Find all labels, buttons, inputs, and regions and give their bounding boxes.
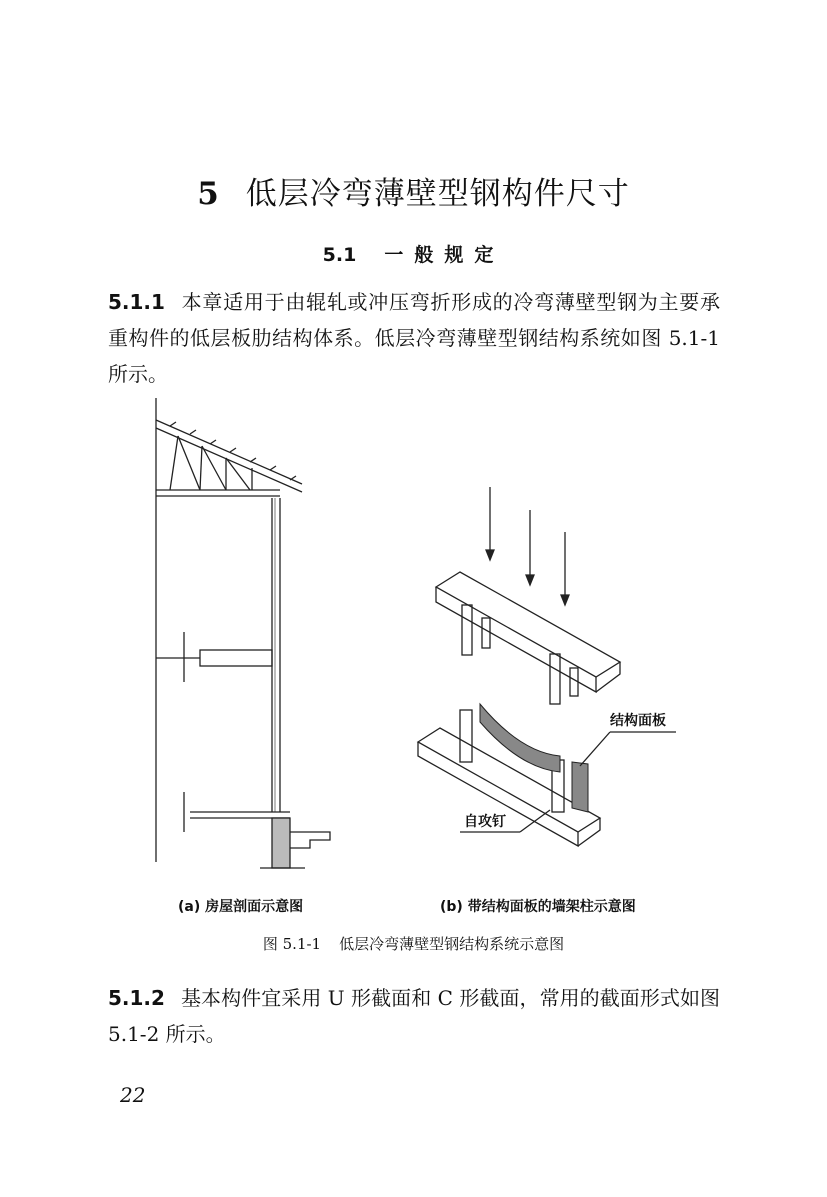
chapter-title-text: 低层冷弯薄壁型钢构件尺寸 <box>245 176 630 212</box>
clause-text: 本章适用于由辊轧或冲压弯折形成的冷弯薄壁型钢为主要承重构件的低层板肋结构体系。低层冷弯薄壁型钢结构系统如图 5.1-1 所示。 <box>108 290 720 386</box>
clause-paragraph <box>108 284 720 392</box>
house-section-drawing <box>156 398 330 868</box>
clause-text: 基本构件宜采用 U 形截面和 C 形截面，常用的截面形式如图 5.1-2 所示。 <box>108 986 720 1046</box>
chapter-title <box>0 168 827 213</box>
screw-label: 自攻钉 <box>464 814 506 830</box>
subfigure-caption-b: (b) 带结构面板的墙架柱示意图 <box>440 899 636 915</box>
clause-number: 5.1.2 <box>108 986 165 1010</box>
page-number: 22 <box>120 1083 146 1107</box>
figure-caption <box>0 933 827 954</box>
section-title <box>0 240 827 267</box>
panel-label: 结构面板 <box>610 713 666 729</box>
section-number: 5.1 <box>322 244 357 266</box>
chapter-number: 5 <box>197 176 220 212</box>
stud-wall-drawing <box>418 487 676 846</box>
section-title-text: 一般规定 <box>384 244 505 266</box>
figure-number: 图 5.1-1 <box>262 935 322 953</box>
figure-caption-text: 低层冷弯薄壁型钢结构系统示意图 <box>339 935 565 953</box>
clause-paragraph <box>108 980 720 1052</box>
structure-figure <box>140 392 700 922</box>
clause-number: 5.1.1 <box>108 290 165 314</box>
subfigure-caption-a: (a) 房屋剖面示意图 <box>178 899 304 915</box>
